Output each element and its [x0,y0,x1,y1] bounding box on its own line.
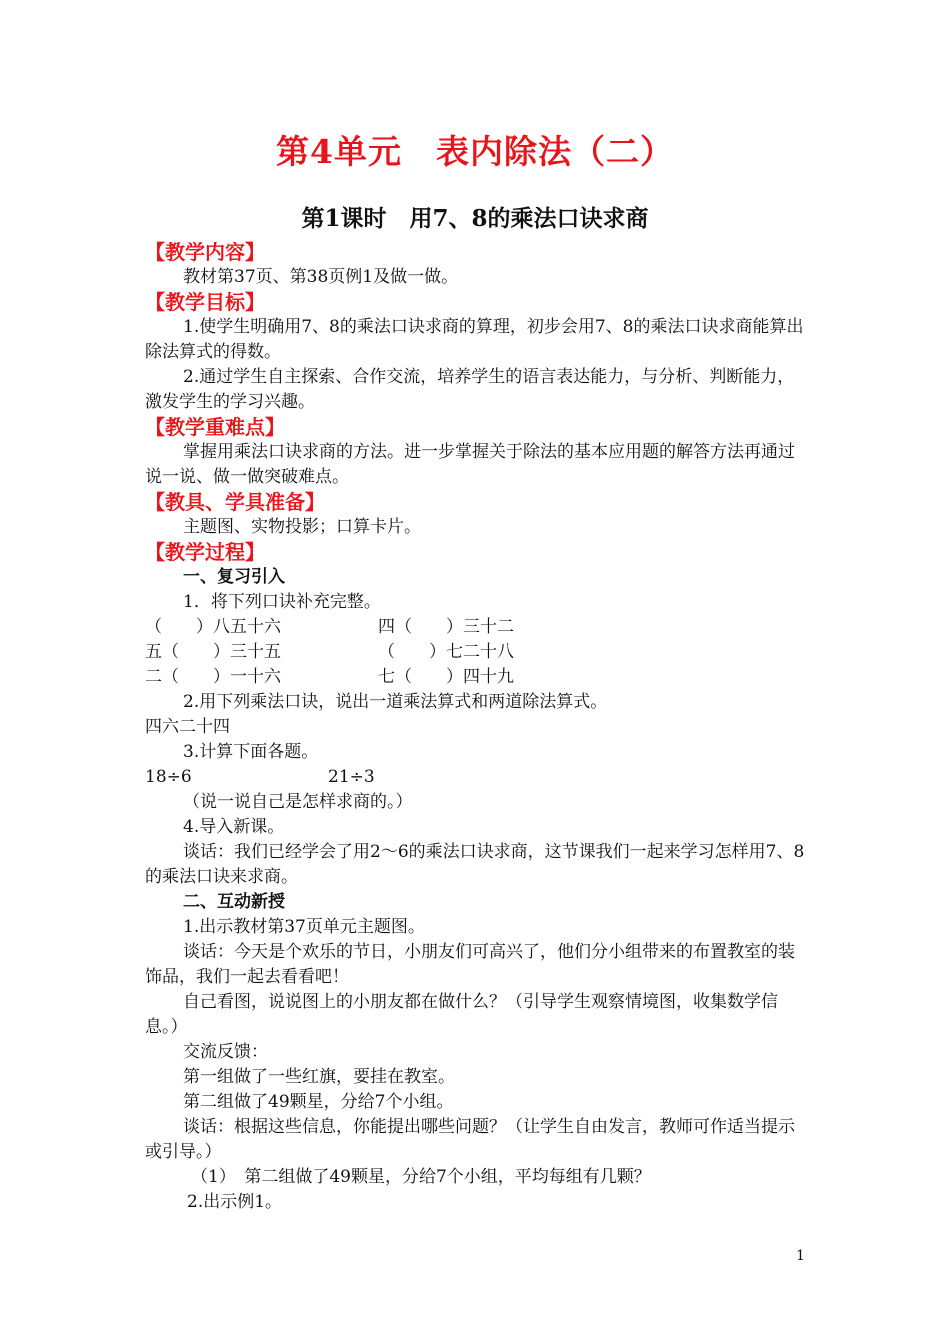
fill-cell: （ ）八五十六 [145,617,281,637]
process-heading-new: 二、互动新授 [183,892,285,912]
section-heading-goals: 【教学目标】 [145,290,265,314]
new-group-1: 第一组做了一些红旗，要挂在教室。 [183,1067,455,1087]
new-talk-1: 谈话：今天是个欢乐的节日，小朋友们可高兴了，他们分小组带来的布置教室的装饰品，我们一起去看看吧！ [145,942,795,987]
section-heading-key-points: 【教学重难点】 [145,415,285,439]
content-text: 教材第37页、第38页例1及做一做。 [183,267,459,287]
fill-row-2 [145,640,807,665]
calc-row [145,765,807,790]
new-feedback: 交流反馈： [183,1042,268,1062]
fill-cell: 七（ ）四十九 [378,667,514,687]
lesson-title: 第1课时 用7、8的乘法口诀求商 [301,205,649,232]
review-item-3: 3.计算下面各题。 [183,742,319,762]
fill-cell: （ ）七二十八 [378,642,514,662]
review-item-4: 4.导入新课。 [183,817,285,837]
review-item-3-note: （说一说自己是怎样求商的。） [183,792,413,812]
fill-cell: 五（ ）三十五 [145,642,281,662]
new-question-1: （1） 第二组做了49颗星，分给7个小组，平均每组有几颗？ [191,1167,651,1187]
new-observe: 自己看图，说说图上的小朋友都在做什么？（引导学生观察情境图，收集数学信息。） [145,992,778,1037]
new-item-2: 2.出示例1。 [187,1192,283,1212]
review-talk: 谈话：我们已经学会了用2～6的乘法口诀求商，这节课我们一起来学习怎样用7、8的乘法口诀来求商。 [145,842,805,887]
review-item-2: 2.用下列乘法口诀，说出一道乘法算式和两道除法算式。 [183,692,608,712]
unit-title: 第4单元 表内除法（二） [276,132,674,171]
fill-cell: 四（ ）三十二 [378,617,514,637]
tools-text: 主题图、实物投影；口算卡片。 [183,517,421,537]
calc-item: 21÷3 [328,767,375,787]
section-heading-process: 【教学过程】 [145,540,265,564]
calc-item: 18÷6 [145,767,192,787]
fill-row-1 [145,615,807,640]
fill-cell: 二（ ）一十六 [145,667,281,687]
fill-row-3 [145,665,807,690]
new-item-1: 1.出示教材第37页单元主题图。 [183,917,425,937]
goal-1: 1.使学生明确用7、8的乘法口诀求商的算理，初步会用7、8的乘法口诀求商能算出除法算式的得数。 [145,317,804,362]
goal-2: 2.通过学生自主探索、合作交流，培养学生的语言表达能力，与分析、判断能力，激发学生的学习兴趣。 [145,367,795,412]
section-heading-content: 【教学内容】 [145,240,265,264]
new-talk-2: 谈话：根据这些信息，你能提出哪些问题？（让学生自由发言，教师可作适当提示或引导。） [145,1117,795,1162]
section-heading-tools: 【教具、学具准备】 [145,490,325,514]
new-group-2: 第二组做了49颗星，分给7个小组。 [183,1092,454,1112]
document-body [145,240,807,1215]
process-heading-review: 一、复习引入 [183,567,285,587]
key-points-text: 掌握用乘法口诀求商的方法。进一步掌握关于除法的基本应用题的解答方法再通过说一说、做一做突破难点。 [145,442,795,487]
review-item-1: 1．将下列口诀补充完整。 [183,592,381,612]
page-number: 1 [796,1248,805,1264]
review-item-2-rhyme: 四六二十四 [145,717,230,737]
